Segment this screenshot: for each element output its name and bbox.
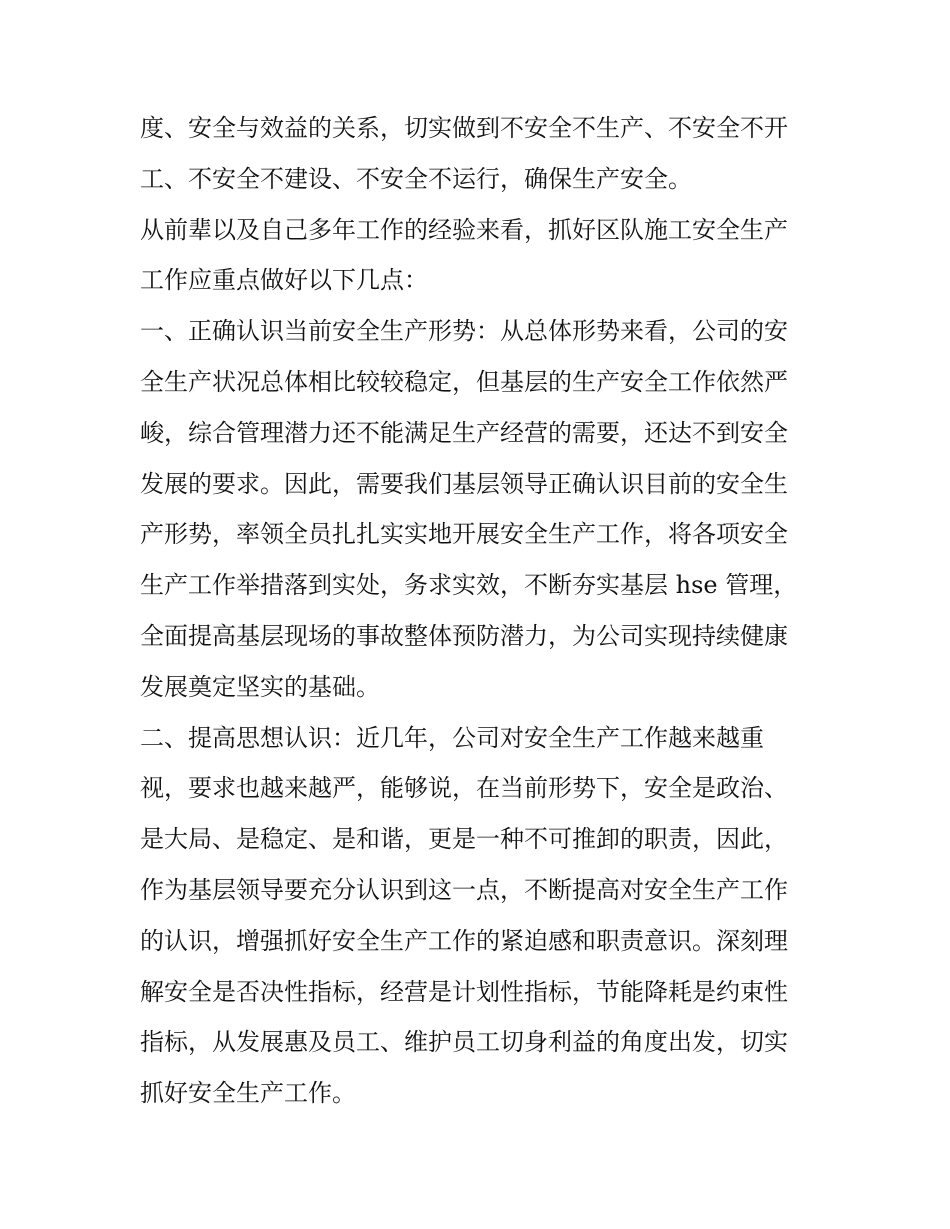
text-line: 的认识，增强抓好安全生产工作的紧迫感和职责意识。深刻理 [140,926,788,955]
text-line: 工、不安全不建设、不安全不运行，确保生产安全。 [140,164,692,193]
body-text [140,103,820,1119]
text-line: 一、正确认识当前安全生产形势：从总体形势来看，公司的安 [140,317,788,346]
text-line: 指标，从发展惠及员工、维护员工切身利益的角度出发，切实 [140,1028,788,1057]
text-line: 产形势，率领全员扎扎实实地开展安全生产工作，将各项安全 [140,520,788,549]
text-line: 度、安全与效益的关系，切实做到不安全不生产、不安全不开 [140,114,788,142]
text-line: 解安全是否决性指标，经营是计划性指标，节能降耗是约束性 [140,977,788,1006]
text-line: 作为基层领导要充分认识到这一点，不断提高对安全生产工作 [140,875,788,904]
text-line: 峻，综合管理潜力还不能满足生产经营的需要，还达不到安全 [140,418,788,447]
text-line: 发展奠定坚实的基础。 [140,672,380,701]
text-line: 二、提高思想认识：近几年，公司对安全生产工作越来越重 [140,723,764,752]
text-line: 是大局、是稳定、是和谐，更是一种不可推卸的职责，因此， [140,825,788,854]
text-line: 视，要求也越来越严，能够说，在当前形势下，安全是政治、 [140,774,788,803]
text-line: 全面提高基层现场的事故整体预防潜力，为公司实现持续健康 [140,621,788,650]
text-line: 从前辈以及自己多年工作的经验来看，抓好区队施工安全生产 [140,215,788,244]
text-line: 抓好安全生产工作。 [140,1079,356,1108]
text-line: 工作应重点做好以下几点： [140,266,428,295]
text-line: 发展的要求。因此，需要我们基层领导正确认识目前的安全生 [140,469,788,498]
text-line: 全生产状况总体相比较较稳定，但基层的生产安全工作依然严 [140,367,788,396]
text-line: 生产工作举措落到实处，务求实效，不断夯实基层 hse 管理， [140,571,798,600]
